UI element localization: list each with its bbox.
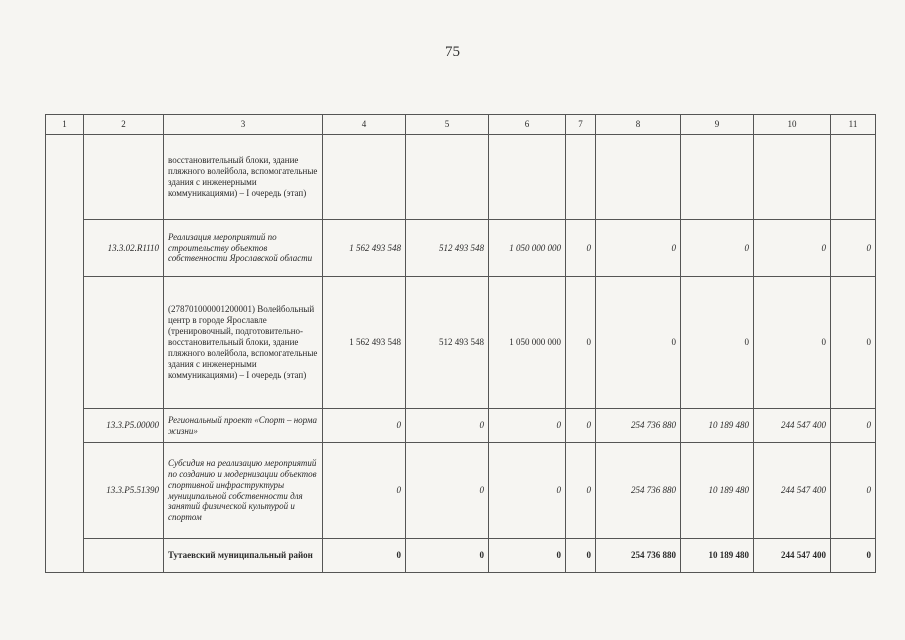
table-row xyxy=(46,443,876,539)
value-cell: 0 xyxy=(831,443,876,539)
header-cell: 1 xyxy=(46,115,84,135)
value-cell: 0 xyxy=(831,220,876,277)
value-cell: 10 189 480 xyxy=(681,539,754,573)
value-cell: 0 xyxy=(566,220,596,277)
value-cell xyxy=(489,135,566,220)
value-cell: 0 xyxy=(489,539,566,573)
value-cell: 512 493 548 xyxy=(406,220,489,277)
value-cell xyxy=(754,135,831,220)
value-cell: 0 xyxy=(831,277,876,409)
value-cell xyxy=(323,135,406,220)
value-cell: 0 xyxy=(406,539,489,573)
description-cell: (278701000001200001) Волейбольный центр в городе Ярославле (тренировочный, подготовительно-восстановительный блоки, здание пляжного волейбола, вспомогательные здания с инженерными коммуникациями) – I очередь (этап) xyxy=(164,277,323,409)
value-cell: 0 xyxy=(323,409,406,443)
value-cell: 1 050 000 000 xyxy=(489,220,566,277)
page-number: 75 xyxy=(445,44,460,60)
description-cell: Реализация мероприятий по строительству объектов собственности Ярославской области xyxy=(164,220,323,277)
value-cell: 0 xyxy=(323,443,406,539)
description-cell: Региональный проект «Спорт – норма жизни» xyxy=(164,409,323,443)
value-cell: 0 xyxy=(681,277,754,409)
description-cell: Субсидия на реализацию мероприятий по созданию и модернизации объектов спортивной инфраструктуры муниципальной собственности для занятий физической культурой и спортом xyxy=(164,443,323,539)
value-cell: 0 xyxy=(566,277,596,409)
code-cell: 13.3.02.R1110 xyxy=(84,220,164,277)
value-cell: 0 xyxy=(566,443,596,539)
code-cell: 13.3.P5.51390 xyxy=(84,443,164,539)
value-cell: 0 xyxy=(596,277,681,409)
value-cell: 0 xyxy=(681,220,754,277)
value-cell: 0 xyxy=(406,409,489,443)
value-cell: 0 xyxy=(831,409,876,443)
table-row xyxy=(46,220,876,277)
code-cell xyxy=(84,135,164,220)
value-cell: 244 547 400 xyxy=(754,443,831,539)
value-cell: 10 189 480 xyxy=(681,409,754,443)
budget-table xyxy=(45,114,876,573)
header-cell: 3 xyxy=(164,115,323,135)
header-cell: 5 xyxy=(406,115,489,135)
value-cell xyxy=(596,135,681,220)
value-cell: 10 189 480 xyxy=(681,443,754,539)
value-cell: 1 562 493 548 xyxy=(323,220,406,277)
row-number-cell xyxy=(46,135,84,573)
value-cell: 244 547 400 xyxy=(754,539,831,573)
value-cell: 0 xyxy=(831,539,876,573)
header-cell: 4 xyxy=(323,115,406,135)
header-cell: 11 xyxy=(831,115,876,135)
value-cell: 0 xyxy=(489,443,566,539)
value-cell: 0 xyxy=(596,220,681,277)
code-cell xyxy=(84,539,164,573)
description-cell: Тутаевский муниципальный район xyxy=(164,539,323,573)
value-cell: 254 736 880 xyxy=(596,443,681,539)
value-cell: 0 xyxy=(566,409,596,443)
header-cell: 7 xyxy=(566,115,596,135)
header-row xyxy=(46,115,876,135)
code-cell xyxy=(84,277,164,409)
value-cell: 254 736 880 xyxy=(596,539,681,573)
header-cell: 8 xyxy=(596,115,681,135)
value-cell: 0 xyxy=(754,277,831,409)
table-row xyxy=(46,409,876,443)
table-row xyxy=(46,277,876,409)
value-cell xyxy=(406,135,489,220)
value-cell xyxy=(831,135,876,220)
value-cell: 1 562 493 548 xyxy=(323,277,406,409)
table-row xyxy=(46,135,876,220)
value-cell: 0 xyxy=(566,539,596,573)
description-cell: восстановительный блоки, здание пляжного волейбола, вспомогательные здания с инженерными коммуникациями) – I очередь (этап) xyxy=(164,135,323,220)
value-cell: 0 xyxy=(754,220,831,277)
value-cell xyxy=(566,135,596,220)
value-cell: 244 547 400 xyxy=(754,409,831,443)
header-cell: 9 xyxy=(681,115,754,135)
value-cell xyxy=(681,135,754,220)
value-cell: 0 xyxy=(323,539,406,573)
value-cell: 0 xyxy=(406,443,489,539)
value-cell: 1 050 000 000 xyxy=(489,277,566,409)
header-cell: 6 xyxy=(489,115,566,135)
header-cell: 10 xyxy=(754,115,831,135)
header-cell: 2 xyxy=(84,115,164,135)
value-cell: 512 493 548 xyxy=(406,277,489,409)
value-cell: 254 736 880 xyxy=(596,409,681,443)
code-cell: 13.3.P5.00000 xyxy=(84,409,164,443)
table-row xyxy=(46,539,876,573)
value-cell: 0 xyxy=(489,409,566,443)
